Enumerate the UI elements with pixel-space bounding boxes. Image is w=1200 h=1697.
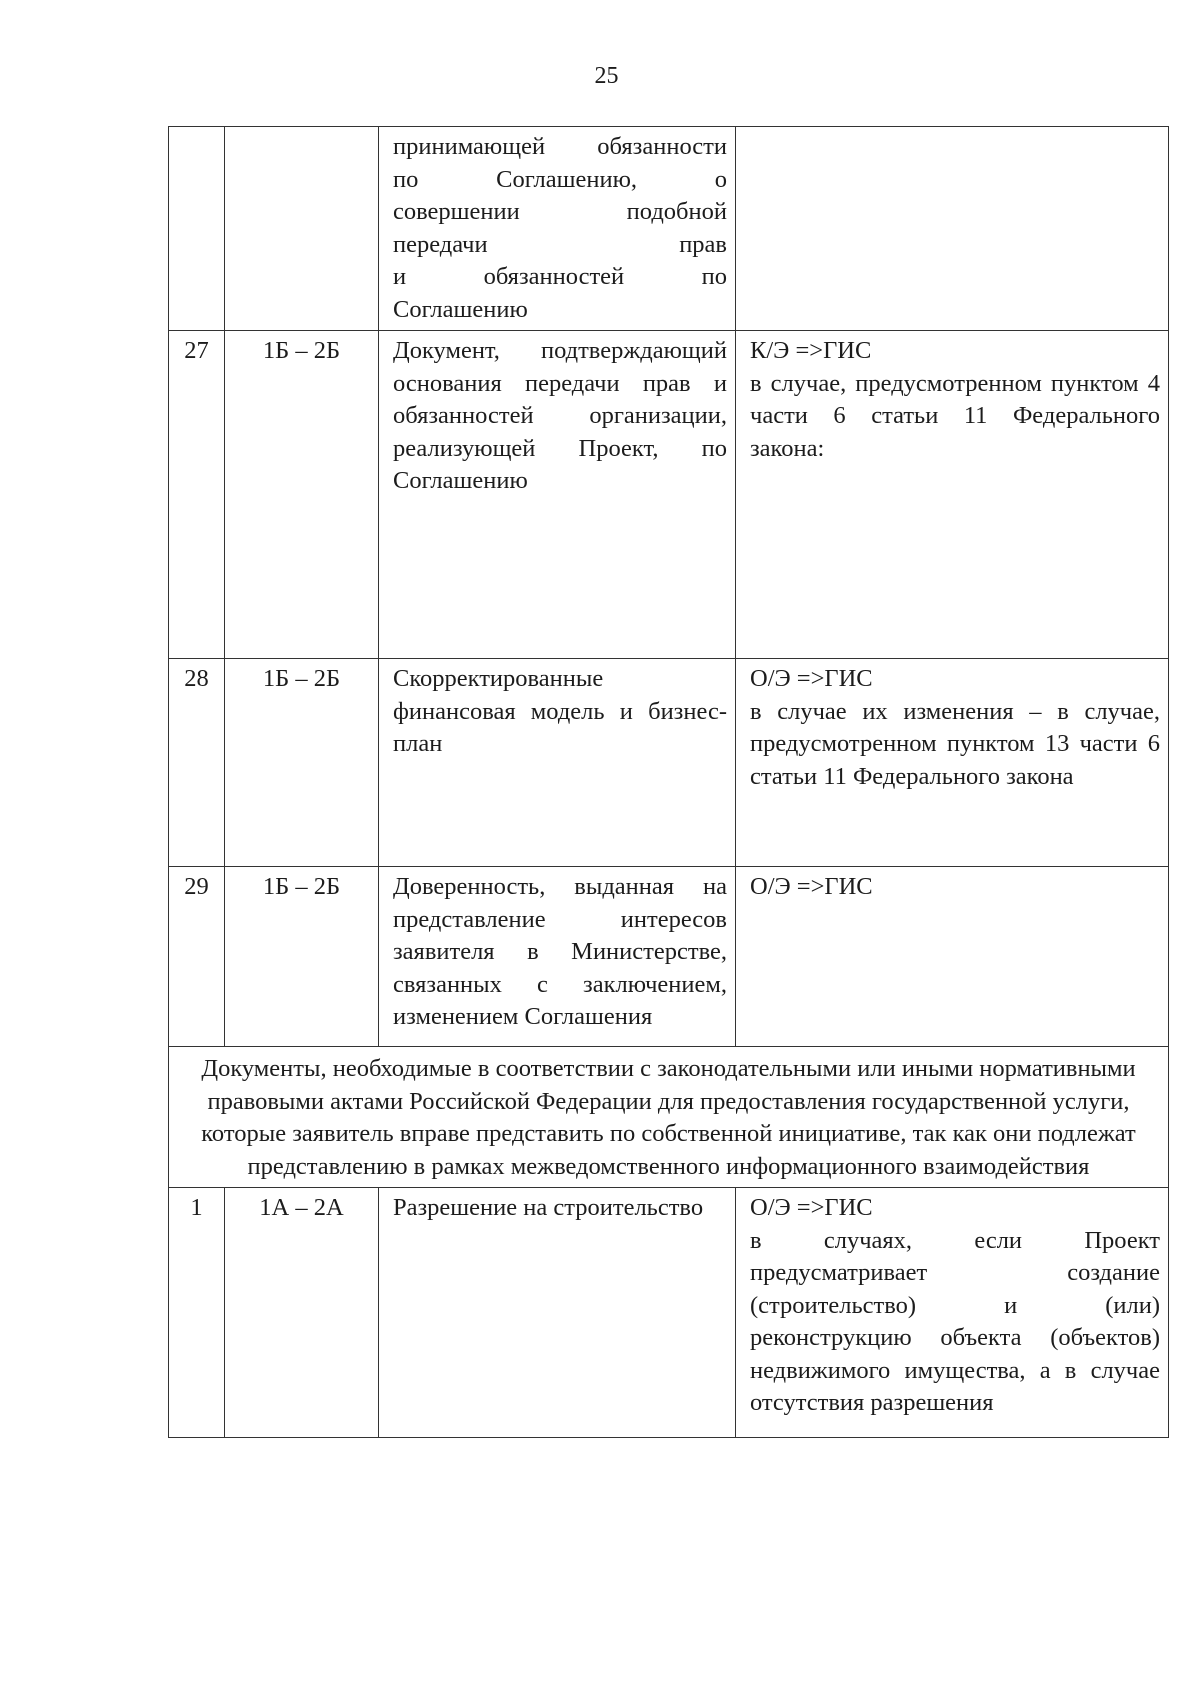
row-number-cell [169,127,225,331]
document-name: Доверенность, выданная на представление интересов заявителя в Министерстве, связанных с заключением, изменением Соглашения [379,867,736,1047]
submission-method: О/Э =>ГИС [750,873,873,900]
row-number: 27 [169,331,225,659]
stage-code: 1Б – 2Б [225,867,379,1047]
submission-condition: в случае, предусмотренном пунктом 4 части 6 статьи 11 Федерального закона: [750,369,1160,462]
stage-code: 1Б – 2Б [225,659,379,867]
submission-condition: в случаях, если Проект предусматривает создание (строительство) и (или) реконструкцию объекта (объектов) недвижимого имущества, а в случае отсутствия разрешения [750,1226,1160,1416]
submission-cell [736,659,1169,867]
document-cell [379,127,736,331]
stage-code: 1А – 2А [225,1188,379,1438]
document-name: Разрешение на строительство [379,1188,736,1438]
submission-condition: в случае их изменения – в случае, предусмотренном пунктом 13 части 6 статьи 11 Федерального закона [750,697,1160,790]
submission-method: О/Э =>ГИС [750,1194,873,1221]
table-row [169,1188,1169,1438]
submission-cell [736,867,1169,1047]
document-line: принимающей обязанности [393,133,727,160]
table-row-continuation [169,127,1169,331]
table-row [169,867,1169,1047]
submission-method: О/Э =>ГИС [750,665,873,692]
document-name: Документ, подтверждающий основания передачи прав и обязанностей организации, реализующей Проект, по Соглашению [379,331,736,659]
document-line: совершении подобной [393,198,727,225]
document-line: передачи прав [393,230,727,258]
stage-cell [225,127,379,331]
document-line: и обязанностей по [393,263,727,290]
row-number: 29 [169,867,225,1047]
table-row [169,331,1169,659]
document-line: по Соглашению, о [393,165,727,193]
submission-cell [736,127,1169,331]
section-header-row [169,1047,1169,1188]
document-line: Соглашению [393,295,528,323]
row-number: 28 [169,659,225,867]
documents-table [168,126,1169,1438]
stage-code: 1Б – 2Б [225,331,379,659]
document-name: Скорректированные финансовая модель и бизнес-план [379,659,736,867]
submission-method: К/Э =>ГИС [750,337,872,364]
section-header: Документы, необходимые в соответствии с законодательными или иными нормативными правовыми актами Российской Федерации для предоставления государственной услуги, которые заявитель вправе представить по собственной инициативе, так как они подлежат представлению в рамках межведомственного информационного взаимодействия [169,1047,1169,1188]
submission-cell [736,1188,1169,1438]
submission-cell [736,331,1169,659]
table-row [169,659,1169,867]
page-number: 25 [594,63,619,89]
row-number: 1 [169,1188,225,1438]
